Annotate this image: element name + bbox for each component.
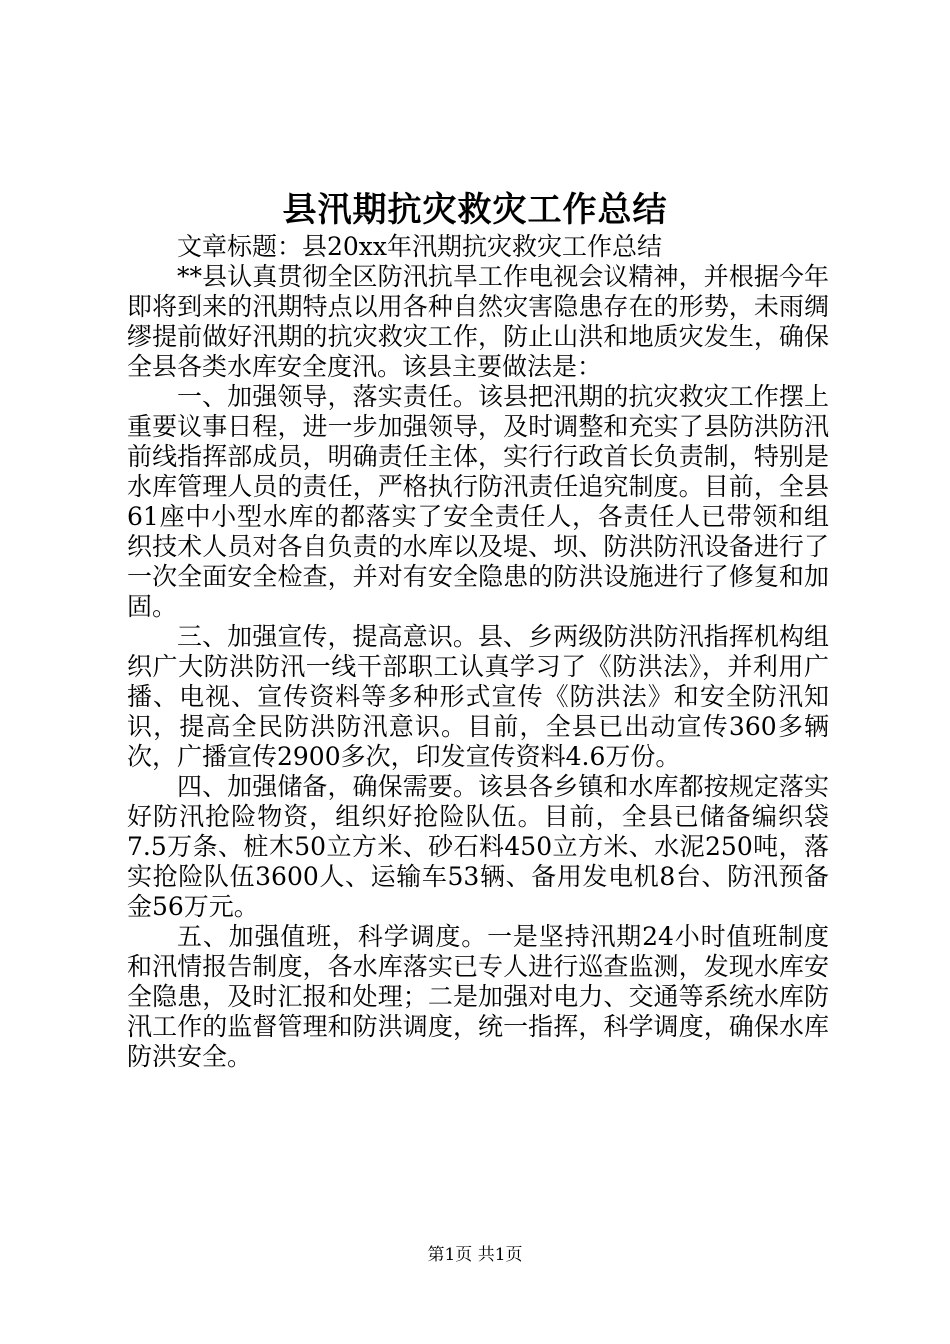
paragraph-reserves: 四、加强储备，确保需要。该县各乡镇和水库都按规定落实好防汛抢险物资，组织好抢险队伍。目前，全县已储备编织袋7.5万条、桩木50立方米、砂石料450立方米、水泥250吨，落实抢险队伍3600人、运输车53辆、备用发电机8台、防汛预备金56万元。 xyxy=(127,772,829,921)
paragraph-intro: **县认真贯彻全区防汛抗旱工作电视会议精神，并根据今年即将到来的汛期特点以用各种自然灾害隐患存在的形势，未雨绸缪提前做好汛期的抗灾救灾工作，防止山洪和地质灾发生，确保全县各类水库安全度汛。该县主要做法是： xyxy=(127,262,829,381)
page-footer: 第1页 共1页 xyxy=(427,1245,523,1265)
document-title: 县汛期抗灾救灾工作总结 xyxy=(282,190,668,230)
paragraph-duty: 五、加强值班，科学调度。一是坚持汛期24小时值班制度和汛情报告制度，各水库落实已专人进行巡查监测，发现水库安全隐患，及时汇报和处理；二是加强对电力、交通等系统水库防汛工作的监督管理和防洪调度，统一指挥，科学调度，确保水库防洪安全。 xyxy=(127,922,829,1071)
document-body xyxy=(127,232,829,1072)
paragraph-publicity: 三、加强宣传，提高意识。县、乡两级防洪防汛指挥机构组织广大防洪防汛一线干部职工认真学习了《防洪法》，并利用广播、电视、宣传资料等多种形式宣传《防洪法》和安全防汛知识，提高全民防洪防汛意识。目前，全县已出动宣传360多辆次，广播宣传2900多次，印发宣传资料4.6万份。 xyxy=(127,622,829,771)
paragraph-leadership: 一、加强领导，落实责任。该县把汛期的抗灾救灾工作摆上重要议事日程，进一步加强领导，及时调整和充实了县防洪防汛前线指挥部成员，明确责任主体，实行行政首长负责制，特别是水库管理人员的责任，严格执行防汛责任追究制度。目前，全县61座中小型水库的都落实了安全责任人，各责任人已带领和组织技术人员对各自负责的水库以及堤、坝、防洪防汛设备进行了一次全面安全检查，并对有安全隐患的防洪设施进行了修复和加固。 xyxy=(127,382,829,621)
paragraph-article-title: 文章标题：县20xx年汛期抗灾救灾工作总结 xyxy=(177,232,663,261)
